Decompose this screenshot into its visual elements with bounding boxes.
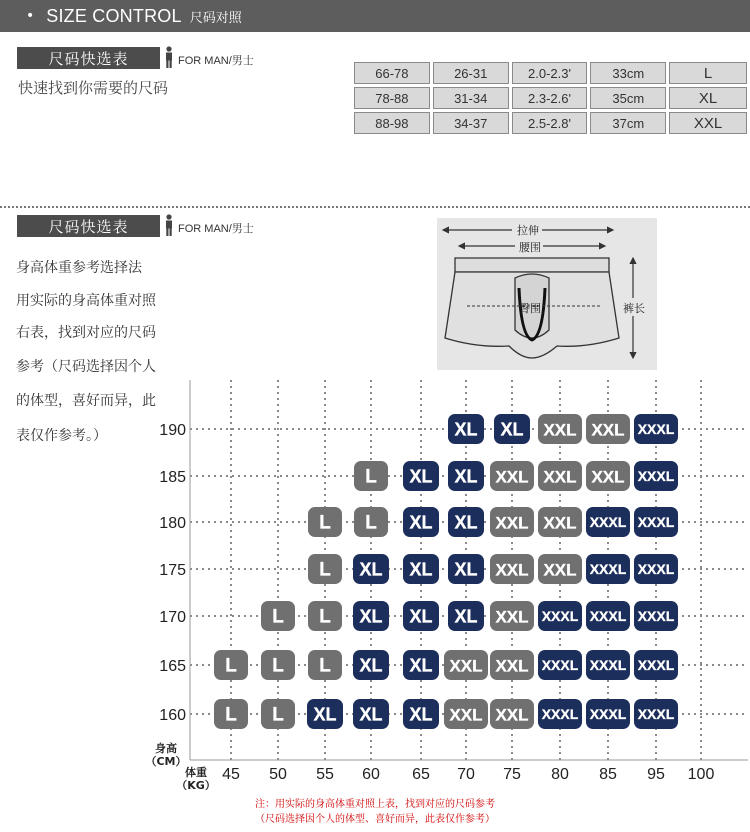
size-badge-label: XXXL xyxy=(637,608,675,624)
size-table-cell: 2.3-2.6' xyxy=(512,87,588,109)
size-badge-label: XXL xyxy=(591,420,625,440)
section-divider xyxy=(0,206,750,208)
size-badge-label: XXXL xyxy=(589,706,627,722)
footnote-line-2: （尺码选择因个人的体型、喜好而异，此表仅作参考） xyxy=(255,814,495,825)
diagram-waist-label: 腰围 xyxy=(519,241,541,254)
size-badge-label: XXL xyxy=(495,705,529,725)
size-table-cell: 33cm xyxy=(590,62,666,84)
size-badge-label: XXXL xyxy=(589,608,627,624)
guide-line-2: 用实际的身高体重对照 xyxy=(16,293,156,309)
size-table-cell: 34-37 xyxy=(433,112,509,134)
size-badge-label: XL xyxy=(409,606,433,627)
size-table-row xyxy=(354,62,747,84)
guide-line-6: 表仅作参考。） xyxy=(16,428,107,444)
for-man-label-2 xyxy=(164,214,254,236)
x-tick-label: 80 xyxy=(551,766,569,783)
x-tick-label: 70 xyxy=(457,766,475,783)
size-badge-label: XL xyxy=(409,466,433,487)
size-badge-label: L xyxy=(319,606,331,628)
x-tick-label: 100 xyxy=(687,766,715,783)
size-table-cell: 2.0-2.3' xyxy=(512,62,588,84)
underwear-diagram xyxy=(437,218,657,370)
size-quick-tag-1: 尺码快选表 xyxy=(17,47,160,69)
size-badge-label: XXXL xyxy=(589,514,627,530)
man-icon xyxy=(164,46,174,68)
size-badge-label: XXXL xyxy=(637,421,675,437)
size-badge-label: XXL xyxy=(591,467,625,487)
size-badge-label: XXXL xyxy=(589,657,627,673)
size-table-cell: 37cm xyxy=(590,112,666,134)
size-badge-label: XXXL xyxy=(541,657,579,673)
x-axis-title: 体重 xyxy=(185,766,207,779)
size-badge-label: XL xyxy=(454,606,478,627)
size-badge-label: XXL xyxy=(543,420,577,440)
y-tick-label: 180 xyxy=(159,515,186,532)
size-badge-label: XXL xyxy=(495,513,529,533)
y-tick-label: 170 xyxy=(159,609,186,626)
size-badge-label: XXL xyxy=(495,467,529,487)
size-badge-label: XXXL xyxy=(637,468,675,484)
quick-find-subtitle: 快速找到你需要的尺码 xyxy=(18,79,169,97)
size-badge-label: XXL xyxy=(495,607,529,627)
x-tick-label: 55 xyxy=(316,766,334,783)
size-badge-label: L xyxy=(365,512,377,534)
x-tick-label: 75 xyxy=(503,766,521,783)
size-badge-label: XL xyxy=(409,655,433,676)
header-bar xyxy=(0,0,750,32)
for-man-label-1 xyxy=(164,46,254,68)
x-tick-label: 85 xyxy=(599,766,617,783)
diagram-length-label: 裤长 xyxy=(623,302,645,315)
size-badge-label: XXL xyxy=(495,560,529,580)
man-icon xyxy=(164,214,174,236)
size-badge-label: L xyxy=(319,655,331,677)
x-tick-label: 95 xyxy=(647,766,665,783)
for-man-text-1: FOR MAN/男士 xyxy=(178,55,254,67)
x-tick-label: 50 xyxy=(269,766,287,783)
size-badge-label: XXXL xyxy=(637,561,675,577)
header-bullet: • xyxy=(26,8,35,24)
guide-line-5: 的体型，喜好而异，此 xyxy=(16,393,156,409)
size-table-cell: 31-34 xyxy=(433,87,509,109)
size-table-cell: XL xyxy=(669,87,747,109)
guide-line-1: 身高体重参考选择法 xyxy=(16,260,142,276)
size-badge-label: XL xyxy=(409,512,433,533)
size-badge-label: XL xyxy=(313,704,337,725)
size-badge-label: L xyxy=(225,704,237,726)
size-badge-label: XXXL xyxy=(589,561,627,577)
diagram-hip-label: 臀围 xyxy=(519,302,541,315)
y-tick-label: 160 xyxy=(159,707,186,724)
guide-line-3: 右表，找到对应的尺码 xyxy=(16,325,156,341)
guide-line-4: 参考（尺码选择因个人 xyxy=(16,359,156,375)
y-tick-label: 185 xyxy=(159,469,186,486)
diagram-stretch-label: 拉伸 xyxy=(517,224,539,237)
size-badge-label: XXL xyxy=(449,656,483,676)
size-badge-label: XL xyxy=(409,559,433,580)
size-badge-label: XXL xyxy=(543,513,577,533)
size-badge-label: XXL xyxy=(449,705,483,725)
size-badge-label: XL xyxy=(454,419,478,440)
size-table-cell: 88-98 xyxy=(354,112,430,134)
for-man-text-2: FOR MAN/男士 xyxy=(178,223,254,235)
size-badge-label: XXXL xyxy=(637,657,675,673)
size-badge-label: XXXL xyxy=(637,514,675,530)
size-table-cell: L xyxy=(669,62,747,84)
size-badge-label: XXXL xyxy=(541,608,579,624)
size-table-cell: 35cm xyxy=(590,87,666,109)
size-table-row xyxy=(354,87,747,109)
y-tick-label: 190 xyxy=(159,422,186,439)
x-axis-title: （KG） xyxy=(176,779,216,790)
size-badge-label: XL xyxy=(359,704,383,725)
size-badge-label: XL xyxy=(359,559,383,580)
size-badge-label: XXL xyxy=(543,560,577,580)
size-table-cell: XXL xyxy=(669,112,747,134)
size-badge-label: L xyxy=(225,655,237,677)
x-tick-label: 65 xyxy=(412,766,430,783)
size-badge-label: XL xyxy=(359,655,383,676)
size-badge-label: L xyxy=(272,704,284,726)
size-badge-label: L xyxy=(319,512,331,534)
header-title-cn: 尺码对照 xyxy=(189,10,242,26)
size-badge-label: L xyxy=(319,559,331,581)
size-chart xyxy=(0,370,750,790)
size-badge-label: XL xyxy=(409,704,433,725)
x-tick-label: 45 xyxy=(222,766,240,783)
footnote-line-1: 注：用实际的身高体重对照上表，找到对应的尺码参考 xyxy=(255,799,495,810)
size-table-cell: 26-31 xyxy=(433,62,509,84)
size-badge-label: XL xyxy=(454,559,478,580)
size-badge-label: L xyxy=(365,466,377,488)
size-badge-label: XL xyxy=(500,419,524,440)
size-table-cell: 66-78 xyxy=(354,62,430,84)
size-badge-label: XL xyxy=(454,512,478,533)
size-table-row xyxy=(354,112,747,134)
x-tick-label: 60 xyxy=(362,766,380,783)
size-table-cell: 2.5-2.8' xyxy=(512,112,588,134)
size-badge-label: XL xyxy=(454,466,478,487)
size-badge-label: XXL xyxy=(543,467,577,487)
size-badge-label: XXXL xyxy=(637,706,675,722)
y-tick-label: 175 xyxy=(159,562,186,579)
header-title-en: SIZE CONTROL xyxy=(46,5,182,26)
y-axis-title: 身高 xyxy=(155,742,177,755)
size-badge-label: L xyxy=(272,655,284,677)
size-badge-label: XL xyxy=(359,606,383,627)
size-badge-label: XXL xyxy=(495,656,529,676)
size-table xyxy=(354,62,747,137)
size-table-cell: 78-88 xyxy=(354,87,430,109)
y-tick-label: 165 xyxy=(159,658,186,675)
size-badge-label: L xyxy=(272,606,284,628)
size-badge-label: XXXL xyxy=(541,706,579,722)
size-quick-tag-2: 尺码快选表 xyxy=(17,215,160,237)
y-axis-title: （CM） xyxy=(145,755,187,768)
